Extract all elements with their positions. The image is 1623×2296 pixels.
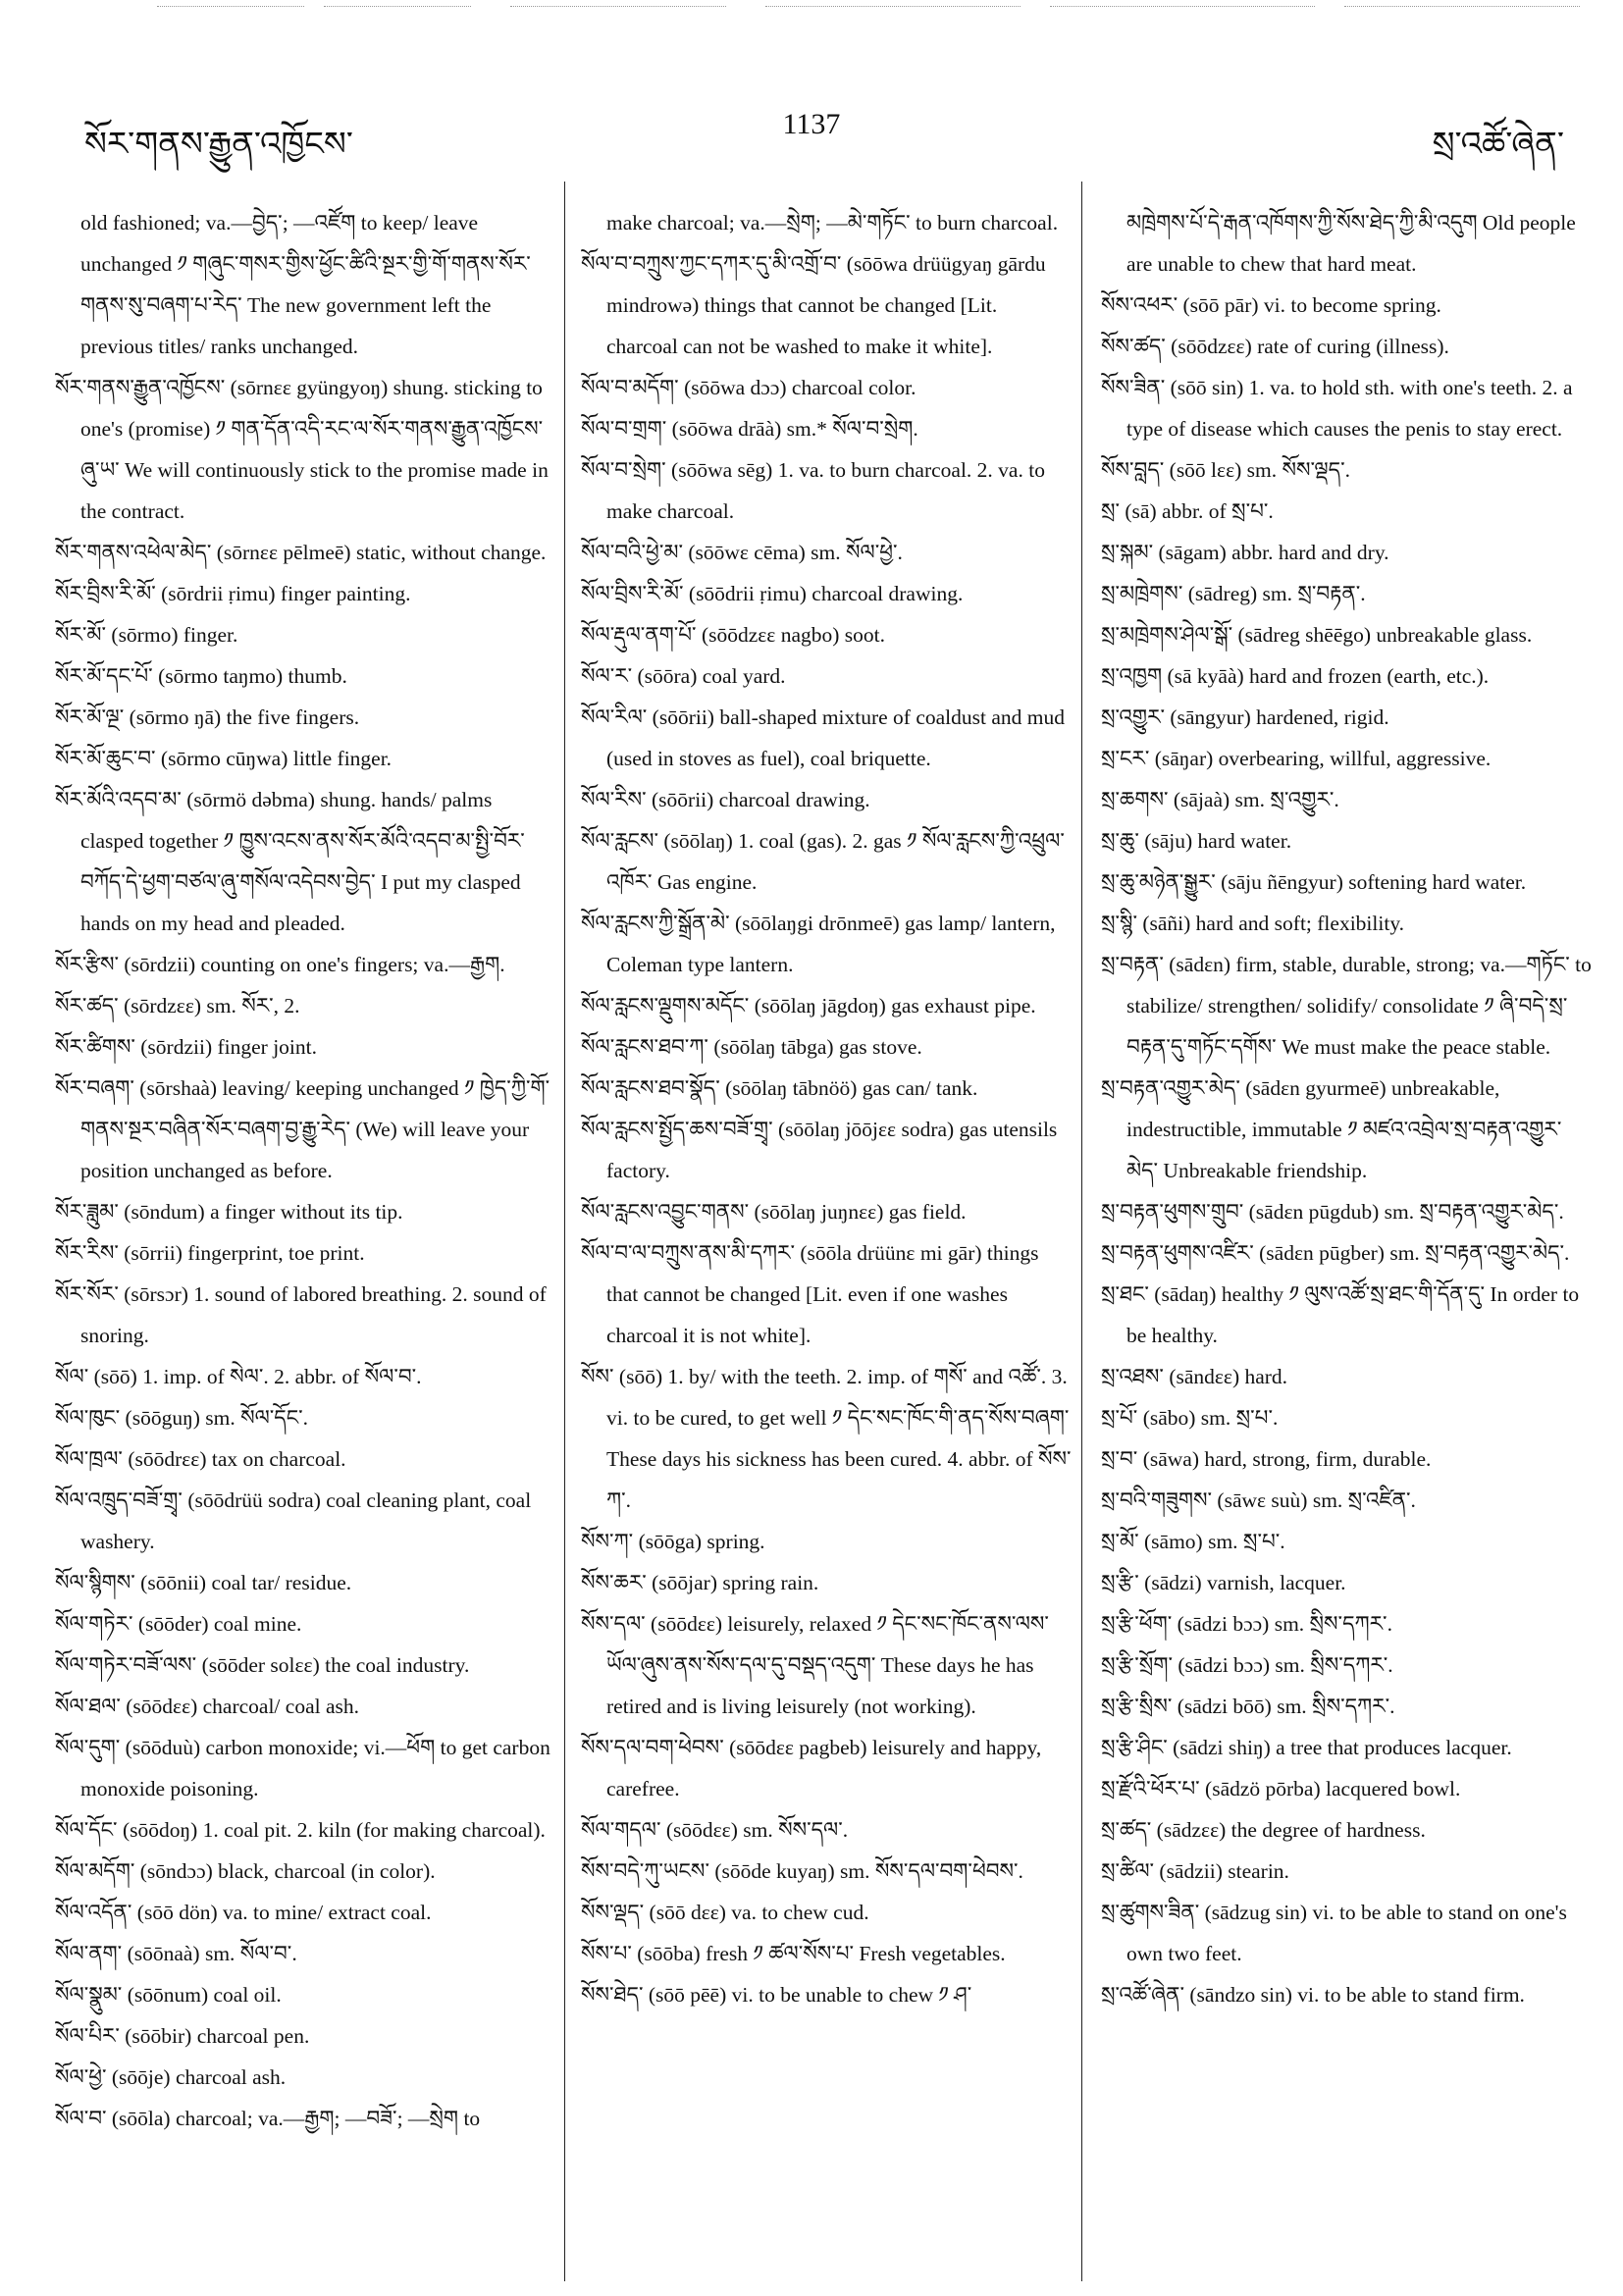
dictionary-entry: old fashioned; va.—བྱེད་; —འཛོག to keep/ leave unchanged ༡ གཞུང་གསར་གྱིས་ཕྱོང་ཚིའི་སྔར་གྱི་གོ་གནས་སོར་གནས་སུ་བཞག་པ་རེད་ The new government left the previous titles/ ranks unchanged. [80,211,531,358]
dictionary-entry: སོས་ (sōō) 1. by/ with the teeth. 2. imp. of གསོ་ and འཚོ་. 3. vi. to be cured, to get well ༡ དེང་སང་ཁོང་གི་ནད་སོས་བཞག་ These days his sickness has been cured. 4. abbr. of སོས་ཀ་. [581,1365,1072,1512]
dictionary-entry: make charcoal; va.—སྲེག; —མེ་གཏོང་ to burn charcoal. [606,211,1059,235]
dictionary-entry: སོལ་བྲིས་རི་མོ་ (sōōdrii ṛimu) charcoal drawing. [581,582,964,605]
dictionary-entry: སྲ་རྩི་ཕོག་ (sādzi bɔɔ) sm. སྲིས་དཀར་. [1101,1612,1392,1636]
dictionary-entry: མཁྲེགས་པོ་དེ་རྒན་འཁོགས་ཀྱི་སོས་ཐེད་ཀྱི་མི་འདུག Old people are unable to chew that hard meat. [1126,211,1576,276]
dictionary-entry: སོལ་སྙིགས་ (sōōnii) coal tar/ residue. [55,1571,352,1594]
dictionary-entry: སྲ་སྙི་ (sāñi) hard and soft; flexibility. [1101,912,1405,935]
dictionary-entry: སོལ་ཁུང་ (sōōguŋ) sm. སོལ་དོང་. [55,1406,309,1430]
dictionary-entry: སྲ་རྩི་ཤིང་ (sādzi shiŋ) a tree that produces lacquer. [1101,1736,1512,1759]
dictionary-entry: སོས་བླད་ (sōō lεε) sm. སོས་ལྡད་. [1101,458,1351,482]
dictionary-entry: སྲ་ཐང་ (sādaŋ) healthy ༡ ལུས་འཚོ་སྲ་ཐང་གི་དོན་དུ་ In order to be healthy. [1101,1282,1580,1347]
dictionary-entry: སོར་མོ་ལྔ་ (sōrmo ŋā) the five fingers. [55,705,360,729]
dictionary-entry: སོར་བྲིས་རི་མོ་ (sōrdrii ṛimu) finger painting. [55,582,411,605]
dictionary-entry: སོལ་རླངས་འབྱུང་གནས་ (sōōlaŋ juŋnεε) gas field. [581,1200,967,1224]
dictionary-entry: སྲ་འཚོ་ཞེན་ (sāndzo sin) vi. to be able to stand firm. [1101,1983,1525,2007]
dictionary-entry: སོལ་བ་མདོག་ (sōōwa dɔɔ) charcoal color. [581,376,916,399]
dictionary-entry: སོལ་རླངས་ (sōōlaŋ) 1. coal (gas). 2. gas ༡ སོལ་རླངས་ཀྱི་འཕྲུལ་འཁོར་ Gas engine. [581,829,1065,894]
dictionary-entry: སོལ་རྡུལ་ནག་པོ་ (sōōdzεε nagbo) soot. [581,623,885,647]
dictionary-entry: སོལ་རླངས་ཐབ་སྣོད་ (sōōlaŋ tābnöö) gas can/ tank. [581,1076,978,1100]
dictionary-entry: སོས་ཆར་ (sōōjar) spring rain. [581,1571,819,1594]
dictionary-entry: སོལ་བ་ལ་བཀྲུས་ནས་མི་དཀར་ (sōōla drüünε mi gār) things that cannot be changed [Lit. even if one washes charcoal it is not white]. [581,1241,1039,1347]
dictionary-entry: སོལ་བའི་ཕྱེ་མ་ (sōōwε cēma) sm. སོལ་ཕྱེ་. [581,541,903,564]
dictionary-entry: སོལ་བ་གྲག་ (sōōwa drāà) sm.* སོལ་བ་སྲེག. [581,417,918,441]
dictionary-entry: སོལ་ཁྲལ་ (sōōdrεε) tax on charcoal. [55,1447,346,1471]
dictionary-entry: སོར་ཚིགས་ (sōrdzii) finger joint. [55,1035,317,1059]
dictionary-entry: སོར་བཞག་ (sōrshaà) leaving/ keeping unchanged ༡ ཁྱེད་ཀྱི་གོ་གནས་སྔར་བཞིན་སོར་བཞག་བྱ་རྒྱུ་རེད་ (We) will leave your position unchanged as before. [55,1076,550,1182]
dictionary-entry: སྲ་རྩི་ (sādzi) varnish, lacquer. [1101,1571,1346,1594]
dictionary-entry: སོལ་རླངས་སྤྱོད་ཆས་བཟོ་གྲྭ་ (sōōlaŋ jōōjεε sodra) gas utensils factory. [581,1118,1058,1182]
dictionary-entry: སོལ་ཐལ་ (sōōdεε) charcoal/ coal ash. [55,1695,360,1718]
dictionary-entry: སོལ་རིལ་ (sōōrii) ball-shaped mixture of coaldust and mud (used in stoves as fuel), coal briquette. [581,705,1066,770]
dictionary-entry: སོལ་གཏེར་བཟོ་ལས་ (sōōder solεε) the coal industry. [55,1653,470,1677]
dictionary-entry: སྲ་བརྟན་ཕུགས་འཛིར་ (sādεn pūgber) sm. སྲ་བརྟན་འགྱུར་མེད་. [1101,1241,1570,1265]
running-head-right: སྲ་འཚོ་ཞེན་ [1432,127,1564,163]
dictionary-entry: སྲ་བརྟན་འགྱུར་མེད་ (sādεn gyurmeē) unbreakable, indestructible, immutable ༡ མཛའ་འབྲེལ་སྲ་བརྟན་འགྱུར་མེད་ Unbreakable friendship. [1101,1076,1562,1182]
column-divider [1081,182,1082,2281]
dictionary-entry: སྲ་མོ་ (sāmo) sm. སྲ་པ་. [1101,1530,1285,1553]
dictionary-entry: སྲ་པོ་ (sābo) sm. སྲ་པ་. [1101,1406,1279,1430]
dictionary-entry: སོལ་ནག་ (sōōnaà) sm. སོལ་བ་. [55,1942,297,1965]
dictionary-entry: སོས་འཕར་ (sōō pār) vi. to become spring. [1101,293,1441,317]
dictionary-entry: སྲ་མཁྲེགས་ཤེལ་སྒོ་ (sādreg shēēgo) unbreakable glass. [1101,623,1533,647]
dictionary-entry: སྲ་རྩི་སྲོག་ (sādzi bɔɔ) sm. སྲིས་དཀར་. [1101,1653,1393,1677]
dictionary-entry: སོལ་གཏེར་ (sōōder) coal mine. [55,1612,302,1636]
dictionary-entry: སྲ་ཆགས་ (sājaà) sm. སྲ་འགྱུར་. [1101,788,1339,811]
dictionary-entry: སོས་དལ་བག་ཕེབས་ (sōōdεε pagbeb) leisurely and happy, carefree. [581,1736,1042,1800]
dictionary-entry: སོལ་ཕྱེ་ (sōōje) charcoal ash. [55,2065,287,2089]
dictionary-entry: སྲ་ (sā) abbr. of སྲ་པ་. [1101,499,1274,523]
dictionary-entry: སོལ་ར་ (sōōra) coal yard. [581,664,786,688]
dictionary-entry: སོལ་མདོག་ (sōndɔɔ) black, charcoal (in color). [55,1859,436,1883]
dictionary-entry: སོར་མོ་དང་པོ་ (sōrmo taŋmo) thumb. [55,664,347,688]
dictionary-entry: སོར་གནས་རྒྱུན་འཁྱོངས་ (sōrnεε gyüngyoŋ) shung. sticking to one's (promise) ༡ གན་དོན་འདི་རང་ལ་སོར་གནས་རྒྱུན་འཁྱོངས་ཞུ་ཡ་ We will continuously stick to the promise made in the contract. [55,376,549,523]
page-number: 1137 [782,108,841,140]
dictionary-entry: སོལ་རླངས་ཐབ་ཀ་ (sōōlaŋ tābga) gas stove. [581,1035,922,1059]
column-3 [1101,202,1592,2015]
dictionary-entry: སོལ་ (sōō) 1. imp. of སེལ་. 2. abbr. of སོལ་བ་. [55,1365,422,1388]
dictionary-entry: སོར་སོར་ (sōrsɔr) 1. sound of labored breathing. 2. sound of snoring. [55,1282,547,1347]
dictionary-entry: སོར་མོ་ (sōrmo) finger. [55,623,238,647]
dictionary-entry: སྲ་ཆུ་མཉེན་སྒྱུར་ (sāju ñēngyur) softening hard water. [1101,870,1527,894]
dictionary-entry: སོར་རིས་ (sōrrii) fingerprint, toe print. [55,1241,365,1265]
dictionary-entry: སོར་གནས་འཕེལ་མེད་ (sōrnεε pēlmeē) static, without change. [55,541,547,564]
dictionary-entry: སོར་ཟླུམ་ (sōndum) a finger without its tip. [55,1200,403,1224]
dictionary-entry: སོལ་དུག་ (sōōduù) carbon monoxide; vi.—ཕོག to get carbon monoxide poisoning. [55,1736,550,1800]
dictionary-entry: སོར་མོའི་འདབ་མ་ (sōrmö dəbma) shung. hands/ palms clasped together ༡ ཁྱུས་འངས་ནས་སོར་མོའི་འདབ་མ་སྤྱི་བོར་བཀོད་དེ་ཕྱག་བཙལ་ཞུ་གསོལ་འདེབས་བྱེད་ I put my clasped hands on my head and pleaded. [55,788,525,935]
dictionary-entry: སོལ་སྣུམ་ (sōōnum) coal oil. [55,1983,282,2007]
dictionary-entry: སྲ་རྫོའི་ཕོར་པ་ (sādzö pōrba) lacquered bowl. [1101,1777,1461,1800]
dictionary-entry: སྲ་ཚད་ (sādzεε) the degree of hardness. [1101,1818,1426,1842]
dictionary-entry: སོས་ཀ་ (sōōga) spring. [581,1530,765,1553]
dictionary-entry: སོས་ཐེད་ (sōō pēē) vi. to be unable to chew ༡ ཤ་ [581,1983,972,2007]
dictionary-entry: སྲ་མཁྲེགས་ (sādreg) sm. སྲ་བརྟན་. [1101,582,1366,605]
dictionary-entry: སྲ་བརྟན་ (sādεn) firm, stable, durable, strong; va.—གཏོང་ to stabilize/ strengthen/ solidify/ consolidate ༡ ཞི་བདེ་སྲ་བརྟན་དུ་གཏོང་དགོས་ We must make the peace stable. [1101,953,1592,1059]
column-1 [55,202,553,2139]
dictionary-entry: སོས་པ་ (sōōba) fresh ༡ ཚལ་སོས་པ་ Fresh vegetables. [581,1942,1006,1965]
dictionary-entry: སོལ་འཁྲུད་བཟོ་གྲྭ་ (sōōdrüü sodra) coal cleaning plant, coal washery. [55,1488,532,1553]
dictionary-entry: སྲ་སྐམ་ (sāgam) abbr. hard and dry. [1101,541,1389,564]
dictionary-entry: སོལ་དོང་ (sōōdoŋ) 1. coal pit. 2. kiln (for making charcoal). [55,1818,546,1842]
dictionary-entry: སོལ་གདལ་ (sōōdεε) sm. སོས་དལ་. [581,1818,849,1842]
dictionary-entry: སོར་ཚད་ (sōrdzεε) sm. སོར་, 2. [55,994,300,1018]
dictionary-entry: སོལ་བ་བཀྲུས་ཀྱང་དཀར་དུ་མི་འགྲོ་བ་ (sōōwa drüügyaŋ gārdu mindrowə) things that cannot be changed [Lit. charcoal can not be washed to make it white]. [581,252,1046,358]
dictionary-entry: སྲ་འཁྱག (sā kyāà) hard and frozen (earth, etc.). [1101,664,1490,688]
dictionary-entry: སོས་དལ་ (sōōdεε) leisurely, relaxed ༡ དེང་སང་ཁོང་ནས་ལས་ཡོལ་ཞུས་ནས་སོས་དལ་དུ་བསྡད་འདུག་ These days he has retired and is living leisurely (not working). [581,1612,1049,1718]
dictionary-entry: སྲ་ཚིལ་ (sādzii) stearin. [1101,1859,1289,1883]
dictionary-entry: སོས་ལྡད་ (sōō dεε) va. to chew cud. [581,1901,869,1924]
dictionary-entry: སྲ་འཐས་ (sāndεε) hard. [1101,1365,1288,1388]
dictionary-entry: སྲ་འགྱུར་ (sāngyur) hardened, rigid. [1101,705,1389,729]
scan-edge-marks [0,0,1623,14]
running-head-left: སོར་གནས་རྒྱུན་འཁྱོངས་ [84,127,353,163]
column-2 [581,202,1072,2015]
dictionary-entry: སོས་ཚད་ (sōōdzεε) rate of curing (illness). [1101,335,1449,358]
dictionary-entry: སོལ་རླངས་ཀྱི་སྒྲོན་མེ་ (sōōlaŋgi drōnmeē) gas lamp/ lantern, Coleman type lantern. [581,912,1056,976]
dictionary-entry: སོས་ཟིན་ (sōō sin) 1. va. to hold sth. with one's teeth. 2. a type of disease which causes the penis to stay erect. [1101,376,1573,441]
dictionary-entry: སོལ་པིར་ (sōōbir) charcoal pen. [55,2024,310,2048]
dictionary-entry: སྲ་བརྟན་ཕུགས་གྲུབ་ (sādεn pūgdub) sm. སྲ་བརྟན་འགྱུར་མེད་. [1101,1200,1564,1224]
dictionary-entry: སྲ་བ་ (sāwa) hard, strong, firm, durable. [1101,1447,1432,1471]
dictionary-entry: སོལ་བ་སྲེག་ (sōōwa sēg) 1. va. to burn charcoal. 2. va. to make charcoal. [581,458,1045,523]
dictionary-entry: སོར་རྩིས་ (sōrdzii) counting on one's fingers; va.—རྒྱག. [55,953,505,976]
dictionary-entry: སོལ་འདོན་ (sōō dön) va. to mine/ extract coal. [55,1901,432,1924]
dictionary-entry: སྲ་ཆུ་ (sāju) hard water. [1101,829,1292,853]
dictionary-entry: སྲ་བའི་གཟུགས་ (sāwε suù) sm. སྲ་འཛིན་. [1101,1488,1416,1512]
dictionary-entry: སོར་མོ་ཆུང་བ་ (sōrmo cūŋwa) little finger. [55,747,393,770]
dictionary-entry: སོས་བདེ་ཀུ་ཡངས་ (sōōde kuyaŋ) sm. སོས་དལ་བག་ཕེབས་. [581,1859,1023,1883]
dictionary-entry: སོལ་རླངས་ལྡུགས་མདོང་ (sōōlaŋ jāgdoŋ) gas exhaust pipe. [581,994,1036,1018]
column-divider [564,182,565,2281]
dictionary-entry: སོལ་བ་ (sōōla) charcoal; va.—རྒྱག; —བཟོ་; —སྲེག to [55,2107,481,2130]
dictionary-entry: སྲ་རྩི་སྲིས་ (sādzi bōō) sm. སྲིས་དཀར་. [1101,1695,1395,1718]
dictionary-entry: སྲ་ངར་ (sāŋar) overbearing, willful, aggressive. [1101,747,1492,770]
dictionary-entry: སྲ་ཚུགས་ཟིན་ (sādzug sin) vi. to be able to stand on one's own two feet. [1101,1901,1567,1965]
dictionary-entry: སོལ་རིས་ (sōōrii) charcoal drawing. [581,788,870,811]
